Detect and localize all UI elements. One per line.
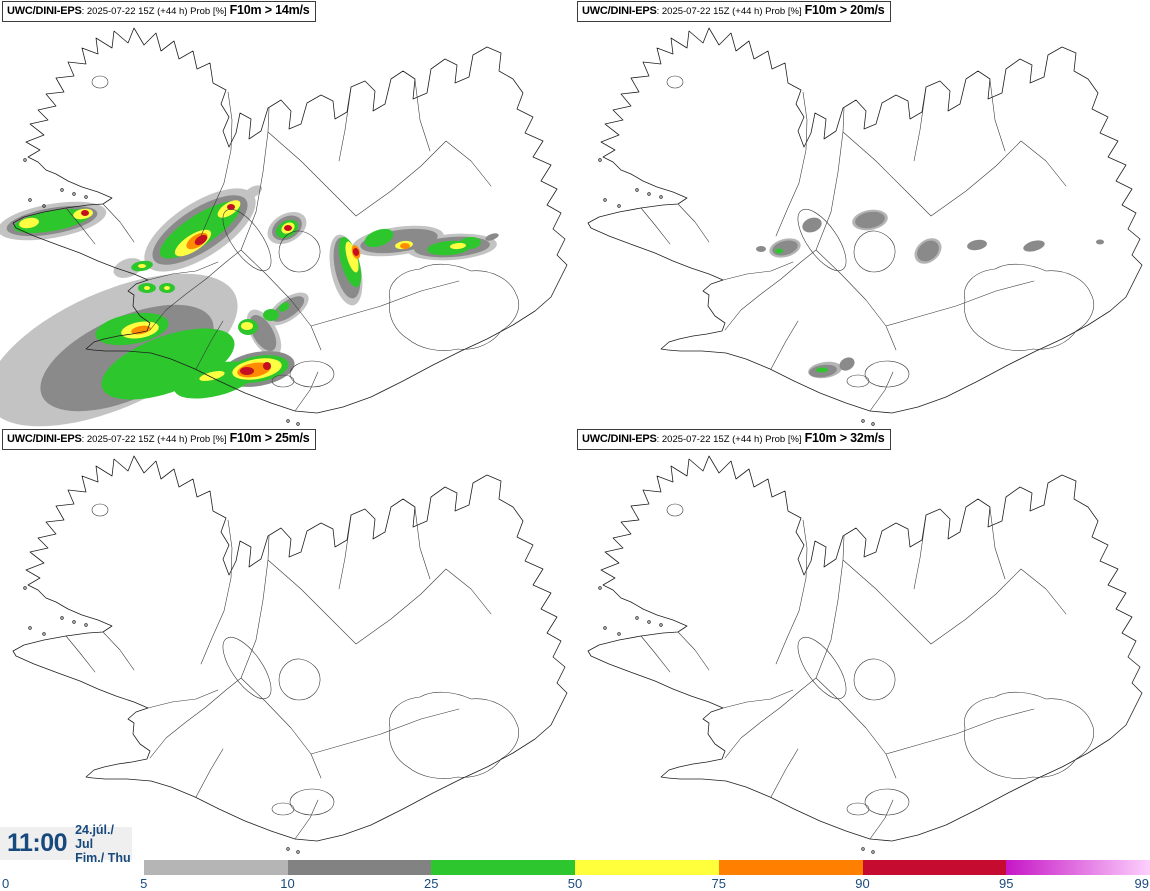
colorbar-tick-95: 95 — [999, 876, 1014, 891]
clock-date: 24.júl./ Jul — [75, 822, 114, 851]
panel-title — [2, 1, 316, 22]
colorbar-tick-75: 75 — [711, 876, 726, 891]
run-meta: : 2025-07-22 15Z (+44 h) Prob [%] — [656, 6, 802, 17]
probability-colorbar — [0, 860, 1150, 875]
colorbar-tick-0: 0 — [2, 876, 10, 891]
panel-f10m-14ms — [0, 0, 575, 428]
colorbar-tick-90: 90 — [855, 876, 870, 891]
panel-title — [577, 429, 891, 450]
threshold-label: F10m > 32m/s — [804, 431, 885, 445]
colorbar-segment-25-50 — [431, 860, 575, 875]
colorbar-segment-50-75 — [575, 860, 719, 875]
panel-title — [2, 429, 316, 450]
colorbar-ticks — [0, 876, 1150, 891]
model-label: UWC/DINI-EPS — [582, 433, 657, 445]
colorbar-segment-0-5 — [0, 860, 144, 875]
colorbar-segment-95-99 — [1006, 860, 1150, 875]
colorbar-segment-75-90 — [719, 860, 863, 875]
colorbar-tick-99: 99 — [1134, 876, 1149, 891]
colorbar-segment-10-25 — [288, 860, 432, 875]
iceland-map-25ms — [0, 428, 575, 856]
clock-time: 11:00 — [7, 829, 68, 857]
threshold-label: F10m > 25m/s — [229, 431, 310, 445]
colorbar-tick-25: 25 — [424, 876, 439, 891]
iceland-map-32ms — [575, 428, 1150, 856]
iceland-map-14ms — [0, 0, 575, 428]
iceland-map-20ms — [575, 0, 1150, 428]
valid-time-box — [0, 822, 132, 865]
clock-date-block — [75, 823, 132, 865]
panel-f10m-20ms — [575, 0, 1150, 428]
colorbar-segment-5-10 — [144, 860, 288, 875]
run-meta: : 2025-07-22 15Z (+44 h) Prob [%] — [81, 6, 227, 17]
panel-f10m-25ms — [0, 428, 575, 856]
panel-f10m-32ms — [575, 428, 1150, 856]
colorbar-tick-5: 5 — [140, 876, 148, 891]
colorbar-tick-10: 10 — [280, 876, 295, 891]
colorbar-tick-50: 50 — [567, 876, 583, 891]
model-label: UWC/DINI-EPS — [582, 5, 657, 17]
threshold-label: F10m > 20m/s — [804, 3, 885, 17]
run-meta: : 2025-07-22 15Z (+44 h) Prob [%] — [656, 434, 802, 445]
panel-title — [577, 1, 891, 22]
clock-day: Fim./ Thu — [75, 850, 131, 865]
colorbar-segment-90-95 — [863, 860, 1007, 875]
run-meta: : 2025-07-22 15Z (+44 h) Prob [%] — [81, 434, 227, 445]
model-label: UWC/DINI-EPS — [7, 5, 82, 17]
model-label: UWC/DINI-EPS — [7, 433, 82, 445]
threshold-label: F10m > 14m/s — [229, 3, 310, 17]
